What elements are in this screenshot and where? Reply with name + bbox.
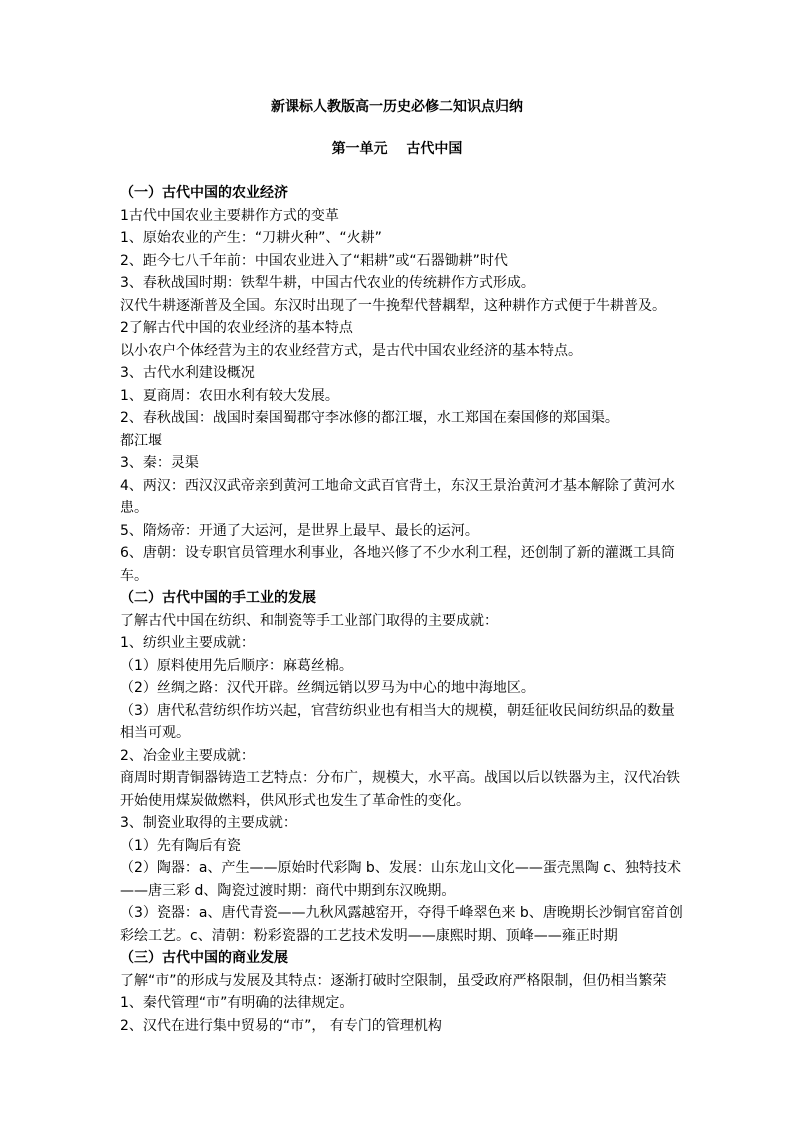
text-line: 商周时期青铜器铸造工艺特点：分布广，规模大，水平高。战国以后以铁器为主，汉代冶铁 [120, 770, 680, 786]
text-line: 6、唐朝：设专职官员管理水利事业，各地兴修了不少水利工程，还创制了新的灌溉工具筒 [120, 545, 675, 561]
text-line: 了解古代中国在纺织、和制瓷等手工业部门取得的主要成就： [120, 612, 498, 629]
text-line: 3、春秋战国时期：铁犁牛耕，中国古代农业的传统耕作方式形成。 [120, 275, 535, 291]
text-line: 彩绘工艺。c、清朝：粉彩瓷器的工艺技术发明——康熙时期、顶峰——雍正时期 [120, 927, 618, 944]
text-line: （3）唐代私营纺织作坊兴起，官营纺织业也有相当大的规模，朝廷征收民间纺织品的数量 [120, 702, 675, 719]
text-line: 1古代中国农业主要耕作方式的变革 [120, 207, 339, 224]
text-line: 车。 [120, 567, 148, 584]
text-line: 3、制瓷业取得的主要成就： [120, 815, 297, 831]
text-line: 以小农户个体经营为主的农业经营方式，是古代中国农业经济的基本特点。 [120, 342, 582, 359]
text-line: （3）瓷器：a、唐代青瓷——九秋风露越窑开，夺得千峰翠色来 b、唐晚期长沙铜官窑首创 [120, 905, 683, 921]
text-line: 开始使用煤炭做燃料，供风形式也发生了革命性的变化。 [120, 792, 470, 809]
text-line: 2、距今七八千年前：中国农业进入了“耜耕”或“石器锄耕”时代 [120, 252, 508, 269]
text-line: 4、两汉：西汉汉武帝亲到黄河工地命文武百官背土，东汉王景治黄河才基本解除了黄河水 [120, 477, 675, 494]
text-line: 2、汉代在进行集中贸易的“市”， 有专门的管理机构 [120, 1017, 442, 1034]
document-body [120, 182, 683, 1037]
text-line: 相当可观。 [120, 725, 190, 741]
unit-heading: 第一单元 古代中国 [331, 141, 463, 157]
text-line: （2）陶器：a、产生——原始时代彩陶 b、发展：山东龙山文化——蛋壳黑陶 c、独特技术 [120, 860, 681, 876]
text-line: 患。 [120, 500, 148, 516]
text-line: 1、夏商周：农田水利有较大发展。 [120, 387, 339, 404]
text-line: 汉代牛耕逐渐普及全国。东汉时出现了一牛挽犁代替耦犁，这种耕作方式便于牛耕普及。 [120, 297, 666, 314]
text-line: 2、春秋战国：战国时秦国蜀郡守李冰修的都江堰，水工郑国在秦国修的郑国渠。 [120, 410, 619, 426]
section-heading: （一）古代中国的农业经济 [120, 185, 288, 201]
text-line: 1、纺织业主要成就： [120, 635, 255, 651]
text-line: 3、秦：灵渠 [120, 455, 199, 471]
section-heading: （二）古代中国的手工业的发展 [120, 590, 316, 606]
document-title: 新课标人教版高一历史必修二知识点归纳 [271, 99, 523, 115]
text-line: 1、秦代管理“市”有明确的法律规定。 [120, 995, 354, 1011]
section-heading: （三）古代中国的商业发展 [120, 950, 288, 966]
text-line: 2、冶金业主要成就： [120, 747, 255, 764]
text-line: ——唐三彩 d、陶瓷过渡时期：商代中期到东汉晚期。 [120, 882, 456, 899]
text-line: 5、隋炀帝：开通了大运河，是世界上最早、最长的运河。 [120, 522, 479, 539]
text-line: 都江堰 [120, 432, 162, 449]
text-line: 1、原始农业的产生：“刀耕火种”、“火耕” [120, 230, 382, 246]
text-line: （1）原料使用先后顺序：麻葛丝棉。 [120, 657, 353, 674]
text-line: 2了解古代中国的农业经济的基本特点 [120, 320, 353, 336]
text-line: （1）先有陶后有瓷 [120, 837, 241, 854]
text-line: 3、古代水利建设概况 [120, 365, 255, 381]
text-line: （2）丝绸之路：汉代开辟。丝绸远销以罗马为中心的地中海地区。 [120, 680, 535, 696]
text-line: 了解“市”的形成与发展及其特点：逐渐打破时空限制，虽受政府严格限制，但仍相当繁荣 [120, 972, 667, 989]
